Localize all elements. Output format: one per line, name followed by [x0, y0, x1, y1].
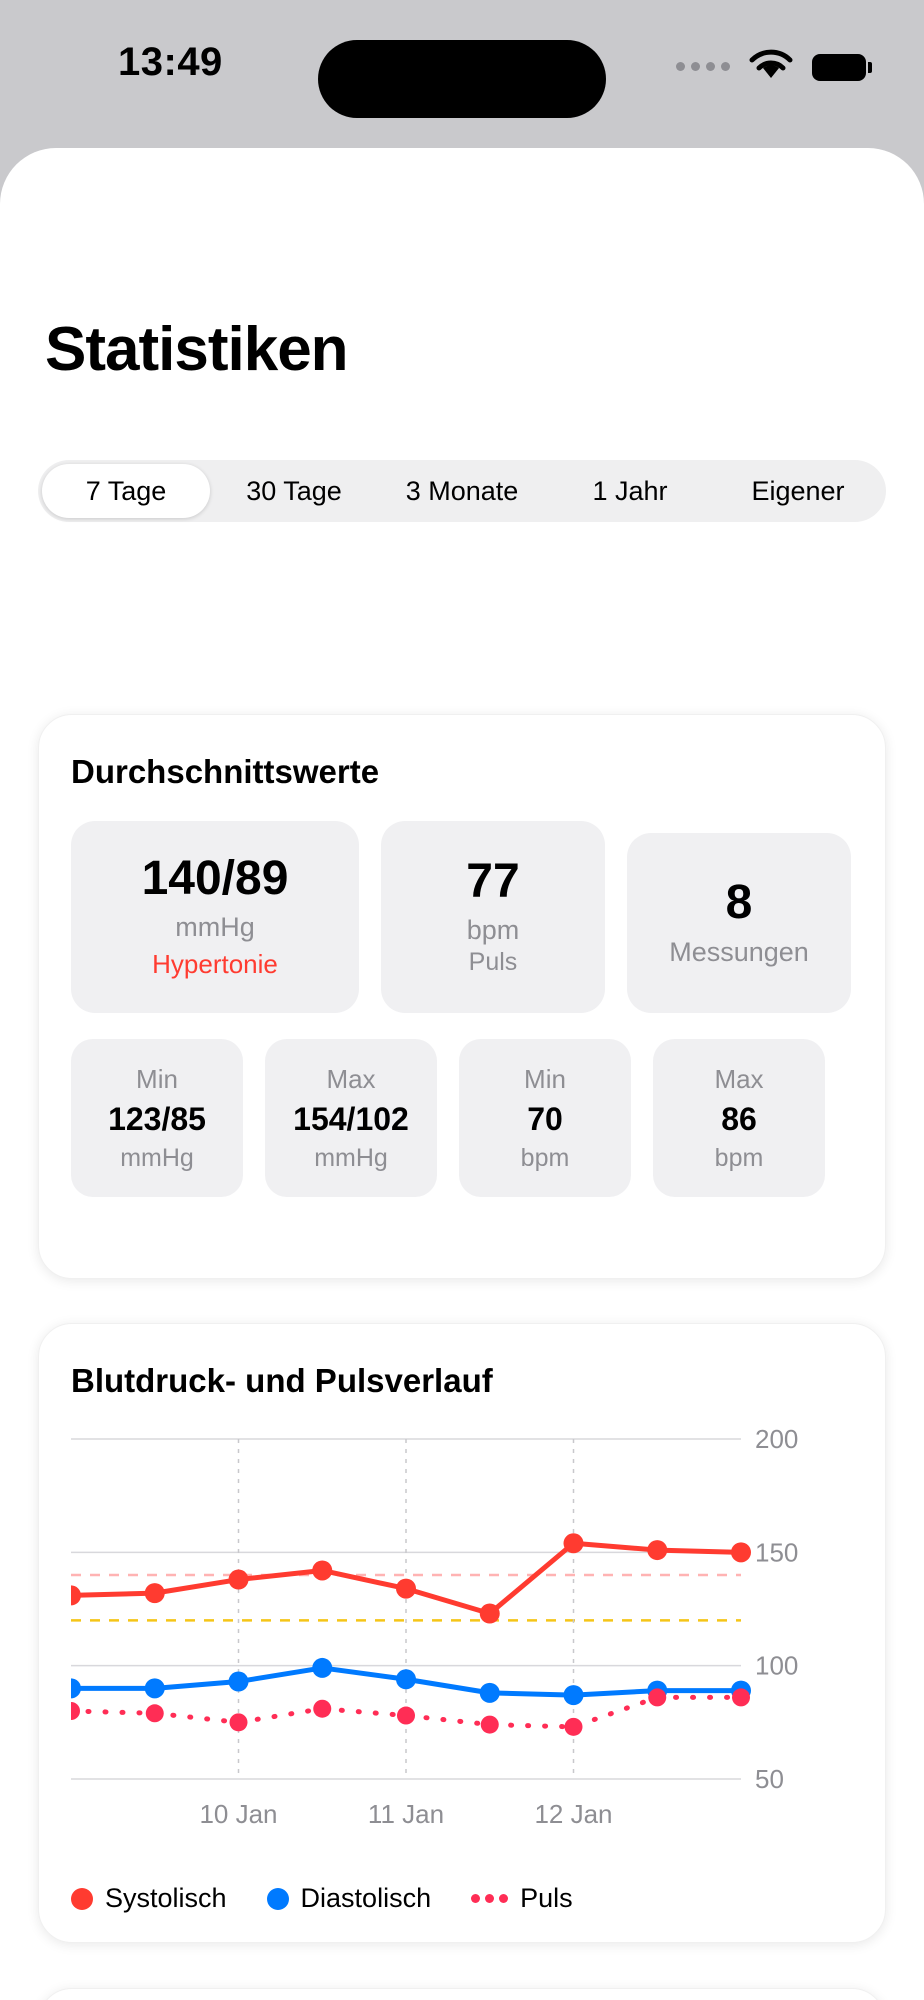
averages-card	[38, 714, 886, 1279]
pulse-min-label: Min	[524, 1063, 566, 1094]
svg-text:12 Jan: 12 Jan	[534, 1799, 613, 1829]
bp-max-unit: mmHg	[314, 1143, 388, 1172]
primary-stats-row	[71, 821, 885, 1013]
bp-pulse-chart	[71, 1429, 861, 1849]
cellular-dots-icon	[676, 62, 730, 71]
status-icons	[676, 48, 866, 86]
bp-min-label: Min	[136, 1063, 178, 1094]
pulse-min-tile	[459, 1039, 631, 1197]
bp-max-value: 154/102	[293, 1100, 409, 1137]
time-range-segmented-control[interactable]	[38, 460, 886, 522]
app-sheet	[0, 148, 924, 2000]
svg-text:10 Jan: 10 Jan	[199, 1799, 278, 1829]
average-bp-tile	[71, 821, 359, 1013]
systolic-dot-icon	[71, 1888, 93, 1910]
pulse-max-tile	[653, 1039, 825, 1197]
pulse-dots-icon	[471, 1894, 508, 1903]
svg-text:11 Jan: 11 Jan	[367, 1799, 445, 1829]
dynamic-island	[318, 40, 606, 118]
chart-card-title: Blutdruck- und Pulsverlauf	[71, 1362, 493, 1399]
status-time: 13:49	[118, 40, 223, 84]
average-pulse-unit: bpm	[466, 915, 520, 946]
segment-7-tage[interactable]: 7 Tage	[42, 464, 210, 518]
average-pulse-value: 77	[466, 854, 520, 908]
average-bp-unit: mmHg	[175, 912, 255, 943]
diastolic-dot-icon	[267, 1888, 289, 1910]
svg-text:200: 200	[755, 1429, 799, 1454]
legend-diastolic-label: Diastolisch	[300, 1883, 432, 1913]
average-pulse-tile	[381, 821, 605, 1013]
pulse-max-label: Max	[714, 1063, 764, 1094]
wifi-icon	[748, 48, 794, 86]
legend-systolic	[71, 1883, 227, 1914]
bp-min-value: 123/85	[108, 1100, 206, 1137]
segment-3-monate[interactable]: 3 Monate	[405, 476, 519, 506]
measurement-count-value: 8	[725, 876, 753, 930]
bp-max-tile	[265, 1039, 437, 1197]
measurement-count-label: Messungen	[669, 936, 809, 967]
measurement-count-tile	[627, 833, 851, 1013]
svg-text:100: 100	[755, 1650, 799, 1681]
legend-systolic-label: Systolisch	[105, 1883, 227, 1913]
average-bp-value: 140/89	[141, 851, 289, 905]
pulse-max-unit: bpm	[714, 1143, 764, 1172]
pulse-min-value: 70	[527, 1100, 563, 1137]
bp-min-unit: mmHg	[120, 1143, 194, 1172]
minmax-stats-row	[71, 1039, 885, 1197]
bp-max-label: Max	[326, 1063, 376, 1094]
svg-text:50: 50	[755, 1764, 784, 1794]
bp-classification-badge: Hypertonie	[152, 949, 278, 980]
bp-min-tile	[71, 1039, 243, 1197]
pulse-max-value: 86	[721, 1100, 757, 1137]
chart-svg	[71, 1429, 861, 1849]
legend-pulse-label: Puls	[520, 1883, 573, 1913]
legend-pulse	[471, 1883, 573, 1914]
status-bar	[0, 0, 924, 148]
averages-card-title: Durchschnittswerte	[71, 753, 380, 790]
segment-eigener[interactable]: Eigener	[751, 476, 845, 506]
svg-text:150: 150	[755, 1537, 799, 1568]
segment-30-tage[interactable]: 30 Tage	[246, 476, 342, 506]
chart-legend	[71, 1883, 573, 1914]
battery-icon	[812, 54, 866, 81]
segment-1-jahr[interactable]: 1 Jahr	[592, 476, 668, 506]
average-pulse-label: Puls	[468, 948, 518, 977]
page-title: Statistiken	[45, 315, 348, 384]
legend-diastolic	[267, 1883, 432, 1914]
chart-card	[38, 1323, 886, 1943]
pulse-min-unit: bpm	[520, 1143, 570, 1172]
next-card-partial	[38, 1988, 886, 2000]
